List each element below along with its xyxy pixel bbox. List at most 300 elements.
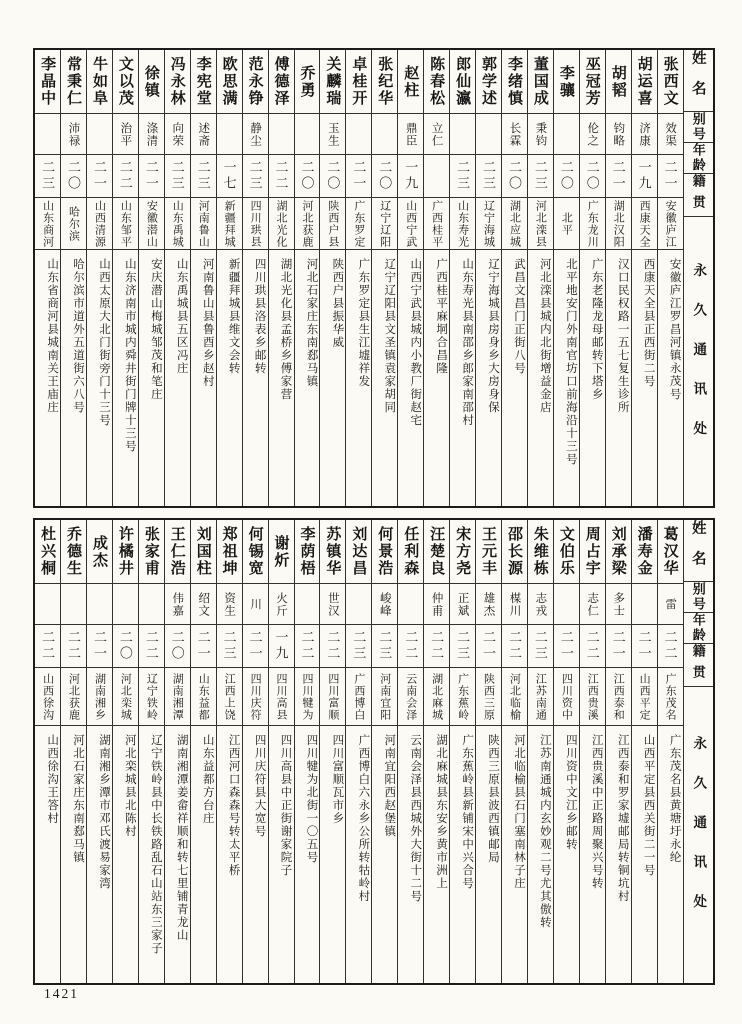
person-byname: 向荣	[165, 114, 190, 155]
person-name: 刘达昌	[346, 520, 371, 584]
person-byname: 楳川	[502, 584, 527, 625]
column-header-native: 籍贯	[684, 174, 713, 217]
person-native: 河北栾城	[113, 668, 138, 726]
person-column	[423, 520, 449, 983]
person-age: 二〇	[113, 625, 138, 668]
person-age: 二一	[243, 625, 268, 668]
directory-table-top	[33, 48, 715, 508]
person-address: 湖南湘潭姜畲祥顺和转七里铺青龙山	[175, 734, 188, 942]
column-header-address: 永久通讯处	[691, 262, 707, 461]
person-native: 山东益都	[191, 668, 216, 726]
person-name: 李绪慎	[502, 50, 527, 114]
person-name: 冯永林	[165, 50, 190, 114]
person-age: 二一	[606, 625, 631, 668]
person-age: 二一	[632, 625, 657, 668]
person-age: 二一	[606, 155, 631, 198]
person-age: 二〇	[320, 155, 345, 198]
person-name: 关麟瑞	[320, 50, 345, 114]
person-byname: 志仁	[580, 584, 605, 625]
person-address: 辽宁辽阳县文圣镇袁家胡同	[383, 258, 396, 414]
person-address: 四川庆符县大宽号	[253, 734, 266, 838]
person-column	[475, 520, 501, 983]
person-name: 郎仙瀛	[450, 50, 475, 114]
person-age: 二三	[450, 625, 475, 668]
person-name: 潘寿金	[632, 520, 657, 584]
person-column	[397, 520, 423, 983]
person-age: 二三	[450, 155, 475, 198]
person-age: 二〇	[295, 155, 320, 198]
person-byname	[35, 584, 60, 625]
person-column	[579, 520, 605, 983]
person-name: 文伯乐	[554, 520, 579, 584]
person-column	[605, 50, 631, 506]
person-name: 赵柱	[398, 50, 423, 114]
person-address: 山东济南市城内舜井街门牌十三号	[123, 258, 136, 453]
person-column	[371, 520, 397, 983]
person-address: 哈尔滨市道外五道街六八号	[72, 258, 84, 414]
directory-table-bottom	[33, 518, 715, 985]
person-age: 二三	[243, 155, 268, 198]
person-column	[631, 50, 657, 506]
person-native: 广东茂名	[658, 668, 683, 726]
person-address: 四川富顺瓦市乡	[331, 734, 344, 825]
person-native: 河南鲁山	[191, 198, 216, 250]
person-column	[242, 520, 268, 983]
person-age: 二三	[528, 625, 553, 668]
person-name: 傅德泽	[269, 50, 294, 114]
person-address: 河南宜阳西赵堡镇	[383, 734, 396, 838]
person-native: 河北获鹿	[61, 668, 86, 726]
person-byname	[61, 584, 86, 625]
person-byname: 川	[243, 584, 268, 625]
person-column	[112, 50, 138, 506]
person-address: 辽宁铁岭县中长铁路乱石山站东三家子	[149, 734, 162, 955]
person-byname: 玉生	[320, 114, 345, 155]
person-byname	[632, 584, 657, 625]
person-name: 王仁浩	[165, 520, 190, 584]
person-age: 二二	[502, 625, 527, 668]
person-native: 广东罗定	[346, 198, 371, 250]
person-address: 山东省商河县城南关王庙庄	[46, 258, 59, 414]
person-column	[86, 50, 112, 506]
person-native: 江西贵溪	[580, 668, 605, 726]
column-header-name: 姓名	[684, 50, 713, 112]
person-column	[319, 50, 345, 506]
person-age: 二〇	[554, 155, 579, 198]
person-native: 山西徐沟	[35, 668, 60, 726]
person-address: 河北石家庄东南郄马镇	[305, 258, 318, 388]
person-age: 二二	[580, 625, 605, 668]
person-column	[579, 50, 605, 506]
person-age: 二三	[346, 625, 371, 668]
person-address: 广东罗定县生江墟祥发	[357, 258, 370, 388]
person-native: 山东商河	[35, 198, 60, 250]
person-native: 湖北应城	[502, 198, 527, 250]
person-age: 二三	[372, 625, 397, 668]
person-native: 湖南湘潭	[165, 668, 190, 726]
person-address: 江苏南通城内玄妙观二号尤其傲转	[538, 734, 551, 929]
person-byname: 鼎臣	[398, 114, 423, 155]
person-address: 四川高县中正街谢家院子	[279, 734, 292, 877]
person-name: 陈春松	[424, 50, 449, 114]
person-name: 何景浩	[372, 520, 397, 584]
header-column	[683, 50, 713, 506]
person-column	[449, 520, 475, 983]
person-byname: 志戎	[528, 584, 553, 625]
person-native: 新疆拜城	[217, 198, 242, 250]
person-age: 二三	[35, 155, 60, 198]
person-column	[553, 50, 579, 506]
person-column	[190, 520, 216, 983]
person-address: 广西博白六永乡公所转牯岭村	[357, 734, 370, 903]
person-name: 葛汉华	[658, 520, 683, 584]
person-column	[657, 520, 683, 983]
person-native: 安徽庐江	[658, 198, 683, 250]
person-age: 二〇	[165, 625, 190, 668]
person-address: 安庆潜山梅城邹茂和笔庄	[149, 258, 162, 401]
person-byname: 伦之	[580, 114, 605, 155]
person-byname	[398, 584, 423, 625]
person-column	[138, 50, 164, 506]
person-byname	[269, 114, 294, 155]
person-address: 山东寿光县南邵乡郎家南邵村	[461, 258, 474, 427]
person-age: 二二	[113, 155, 138, 198]
person-column	[449, 50, 475, 506]
person-native: 河北临榆	[502, 668, 527, 726]
column-header-native: 籍贯	[684, 644, 713, 687]
person-age: 二一	[476, 625, 501, 668]
person-age: 二一	[554, 625, 579, 668]
person-column	[190, 50, 216, 506]
person-address: 汉口民权路一五七复生诊所	[616, 258, 629, 414]
person-native: 北平	[554, 198, 579, 250]
person-native: 安徽潜山	[139, 198, 164, 250]
person-byname	[295, 584, 320, 625]
person-column	[35, 520, 60, 983]
person-column	[294, 520, 320, 983]
person-native: 山东禹城	[165, 198, 190, 250]
person-name: 何锡宽	[243, 520, 268, 584]
person-native: 西康天全	[632, 198, 657, 250]
column-header-byname: 别号	[684, 112, 713, 143]
person-age: 二二	[139, 625, 164, 668]
person-column	[60, 50, 86, 506]
person-byname	[35, 114, 60, 155]
person-name: 董国成	[528, 50, 553, 114]
person-byname	[346, 114, 371, 155]
person-address: 云南会泽县西城外大街十二号	[409, 734, 422, 903]
person-address: 湖北光化县孟桥乡傅家营	[279, 258, 292, 401]
person-name: 乔勇	[295, 50, 320, 114]
person-native: 广东龙川	[580, 198, 605, 250]
column-header-name: 姓名	[684, 520, 713, 582]
person-byname: 峻峰	[372, 584, 397, 625]
person-native: 四川资中	[554, 668, 579, 726]
person-name: 文以茂	[113, 50, 138, 114]
person-native: 陕西户县	[320, 198, 345, 250]
person-address: 广东茂名县黄塘圩永纶	[668, 734, 681, 864]
person-age: 一九	[632, 155, 657, 198]
person-age: 二三	[191, 155, 216, 198]
person-byname: 长霖	[502, 114, 527, 155]
person-native: 山西宁武	[398, 198, 423, 250]
person-native: 四川犍为	[295, 668, 320, 726]
person-address: 山东益都方台庄	[201, 734, 214, 825]
person-address: 广东蕉岭县新铺宋中兴合号	[461, 734, 474, 890]
column-header-address: 永久通讯处	[691, 736, 707, 934]
person-age: 二三	[165, 155, 190, 198]
person-age: 一九	[398, 155, 423, 198]
person-byname: 火斤	[269, 584, 294, 625]
person-address: 四川资中文江乡邮转	[564, 734, 577, 851]
person-byname: 仲甫	[424, 584, 449, 625]
person-byname	[476, 114, 501, 155]
person-name: 牛如阜	[87, 50, 112, 114]
person-name: 郭学述	[476, 50, 501, 114]
person-native: 陕西三原	[476, 668, 501, 726]
person-age: 二三	[528, 155, 553, 198]
person-byname: 效渠	[658, 114, 683, 155]
person-age: 一七	[217, 155, 242, 198]
person-address: 河北栾城县北陈村	[123, 734, 136, 838]
person-column	[294, 50, 320, 506]
person-name: 杜兴桐	[35, 520, 60, 584]
person-age: 二一	[87, 155, 112, 198]
person-name: 徐镇	[139, 50, 164, 114]
person-column	[216, 50, 242, 506]
person-column	[371, 50, 397, 506]
person-byname	[346, 584, 371, 625]
person-age: 二二	[320, 625, 345, 668]
person-address: 河北石家庄东南郄马镇	[72, 734, 84, 864]
person-native: 湖北麻城	[424, 668, 449, 726]
person-name: 郑祖坤	[217, 520, 242, 584]
person-native: 河北获鹿	[295, 198, 320, 250]
person-age: 二一	[87, 625, 112, 668]
person-native: 辽宁海城	[476, 198, 501, 250]
person-native: 哈尔滨	[61, 198, 86, 250]
person-age: 二一	[139, 155, 164, 198]
person-age: 二二	[398, 625, 423, 668]
person-native: 山西平定	[632, 668, 657, 726]
person-byname	[87, 584, 112, 625]
person-address: 山西宁武县城内小教厂街赵宅	[409, 258, 422, 427]
person-age: 二二	[35, 625, 60, 668]
person-native: 辽宁辽阳	[372, 198, 397, 250]
person-age: 二一	[191, 625, 216, 668]
person-byname	[113, 584, 138, 625]
person-name: 王元丰	[476, 520, 501, 584]
person-native: 江西上饶	[217, 668, 242, 726]
person-age: 二二	[61, 625, 86, 668]
person-native: 四川高县	[269, 668, 294, 726]
person-column	[501, 50, 527, 506]
person-native: 江苏南通	[528, 668, 553, 726]
person-address: 河北滦县城内北街增益金店	[538, 258, 551, 414]
person-native: 辽宁铁岭	[139, 668, 164, 726]
header-column	[683, 520, 713, 983]
person-native: 四川庆符	[243, 668, 268, 726]
column-header-byname: 别号	[684, 582, 713, 613]
person-byname	[87, 114, 112, 155]
person-column	[138, 520, 164, 983]
person-age: 二三	[217, 625, 242, 668]
person-name: 张西文	[658, 50, 683, 114]
person-native: 四川富顺	[320, 668, 345, 726]
person-age: 二三	[476, 155, 501, 198]
person-byname: 正斌	[450, 584, 475, 625]
person-column	[527, 520, 553, 983]
person-name: 胡韬	[606, 50, 631, 114]
column-header-age: 年龄	[684, 613, 713, 644]
person-native: 广东蕉岭	[450, 668, 475, 726]
person-column	[319, 520, 345, 983]
person-column	[345, 50, 371, 506]
person-age: 一九	[269, 625, 294, 668]
person-byname	[217, 114, 242, 155]
person-name: 李荫梧	[295, 520, 320, 584]
person-address: 湖南湘乡潭市邓氏渡易家湾	[97, 734, 110, 890]
person-byname: 静尘	[243, 114, 268, 155]
person-byname	[295, 114, 320, 155]
person-address: 四川犍为北街一〇五号	[305, 734, 318, 864]
person-age: 二〇	[580, 155, 605, 198]
person-name: 苏镇华	[320, 520, 345, 584]
person-column	[35, 50, 60, 506]
person-address: 山西徐沟王答村	[46, 734, 59, 825]
person-name: 任利森	[398, 520, 423, 584]
person-column	[242, 50, 268, 506]
person-name: 乔德生	[61, 520, 86, 584]
person-address: 山西平定县西关街二一号	[642, 734, 655, 877]
person-byname: 立仁	[424, 114, 449, 155]
person-name: 张家甫	[139, 520, 164, 584]
person-address: 四川珙县洛表乡邮转	[253, 258, 266, 375]
person-native: 湖北汉阳	[606, 198, 631, 250]
person-name: 邵长源	[502, 520, 527, 584]
person-address: 辽宁海城县房身乡大房身保	[487, 258, 499, 414]
person-address: 江西河口森森号转太平桥	[227, 734, 240, 877]
person-name: 刘承梁	[606, 520, 631, 584]
person-name: 巫冠芳	[580, 50, 605, 114]
person-byname: 雷	[658, 584, 683, 625]
person-address: 陕西户县振华威	[331, 258, 344, 349]
person-age: 二〇	[372, 155, 397, 198]
person-name: 李晶中	[35, 50, 60, 114]
person-native: 广西博白	[346, 668, 371, 726]
person-name: 卓桂开	[346, 50, 371, 114]
person-column	[631, 520, 657, 983]
person-column	[164, 50, 190, 506]
person-column	[553, 520, 579, 983]
person-address: 江西泰和罗家墟邮局转铜坑村	[616, 734, 629, 903]
person-column	[345, 520, 371, 983]
person-byname	[554, 584, 579, 625]
person-byname: 济康	[632, 114, 657, 155]
person-byname: 雄杰	[476, 584, 501, 625]
person-name: 常秉仁	[61, 50, 86, 114]
person-byname: 绍文	[191, 584, 216, 625]
person-column	[268, 520, 294, 983]
person-address: 河北临榆县石门塞南林子庄	[512, 734, 525, 890]
person-column	[60, 520, 86, 983]
person-age: 二二	[424, 625, 449, 668]
person-name: 成杰	[87, 520, 112, 584]
person-column	[527, 50, 553, 506]
person-native: 江西泰和	[606, 668, 631, 726]
person-byname: 治平	[113, 114, 138, 155]
person-age: 二二	[295, 625, 320, 668]
person-age: 二二	[269, 155, 294, 198]
person-byname: 伟嘉	[165, 584, 190, 625]
person-column	[86, 520, 112, 983]
person-age: 二一	[346, 155, 371, 198]
person-name: 欧思满	[217, 50, 242, 114]
person-name: 刘国柱	[191, 520, 216, 584]
person-age: 二〇	[61, 155, 86, 198]
person-name: 李骧	[554, 50, 579, 114]
person-native: 河北滦县	[528, 198, 553, 250]
page-number: 1421	[44, 986, 79, 1001]
person-column	[112, 520, 138, 983]
column-header-age: 年龄	[684, 143, 713, 174]
person-name: 许橘井	[113, 520, 138, 584]
person-byname	[139, 584, 164, 625]
person-byname: 多士	[606, 584, 631, 625]
person-native: 湖南湘乡	[87, 668, 112, 726]
person-byname	[450, 114, 475, 155]
person-age	[424, 155, 449, 198]
person-native: 山东邹平	[113, 198, 138, 250]
person-address: 武昌文昌门正街八号	[512, 258, 525, 375]
person-address: 广西桂平麻垌合昌隆	[435, 258, 448, 375]
person-address: 湖北麻城县东安乡黄市洲上	[435, 734, 448, 890]
person-native: 广西桂平	[424, 198, 449, 250]
person-age: 二一	[658, 155, 683, 198]
person-column	[501, 520, 527, 983]
person-byname: 沛禄	[61, 114, 86, 155]
person-native: 山西清源	[87, 198, 112, 250]
person-address: 新疆拜城县维文会转	[227, 258, 240, 375]
person-age: 二二	[658, 625, 683, 668]
person-byname: 世汉	[320, 584, 345, 625]
person-name: 周占宇	[580, 520, 605, 584]
person-name: 宋方尧	[450, 520, 475, 584]
person-address: 山西太原大北门街旁门十三号	[97, 258, 110, 427]
person-column	[216, 520, 242, 983]
person-byname	[554, 114, 579, 155]
person-byname: 涤清	[139, 114, 164, 155]
person-native: 云南会泽	[398, 668, 423, 726]
person-native: 河南宜阳	[372, 668, 397, 726]
person-address: 陕西三原县波西镇邮局	[487, 734, 499, 864]
person-address: 山东禹城县五区冯庄	[175, 258, 188, 375]
person-native: 山东寿光	[450, 198, 475, 250]
person-native: 湖北光化	[269, 198, 294, 250]
person-name: 张纪华	[372, 50, 397, 114]
person-name: 朱维栋	[528, 520, 553, 584]
person-address: 江西贵溪中正路周聚兴号转	[590, 734, 603, 890]
person-column	[605, 520, 631, 983]
person-byname: 钧略	[606, 114, 631, 155]
person-column	[397, 50, 423, 506]
person-byname: 秉钧	[528, 114, 553, 155]
person-byname	[372, 114, 397, 155]
person-column	[423, 50, 449, 506]
person-age: 二〇	[502, 155, 527, 198]
person-name: 胡运喜	[632, 50, 657, 114]
person-name: 汪楚良	[424, 520, 449, 584]
